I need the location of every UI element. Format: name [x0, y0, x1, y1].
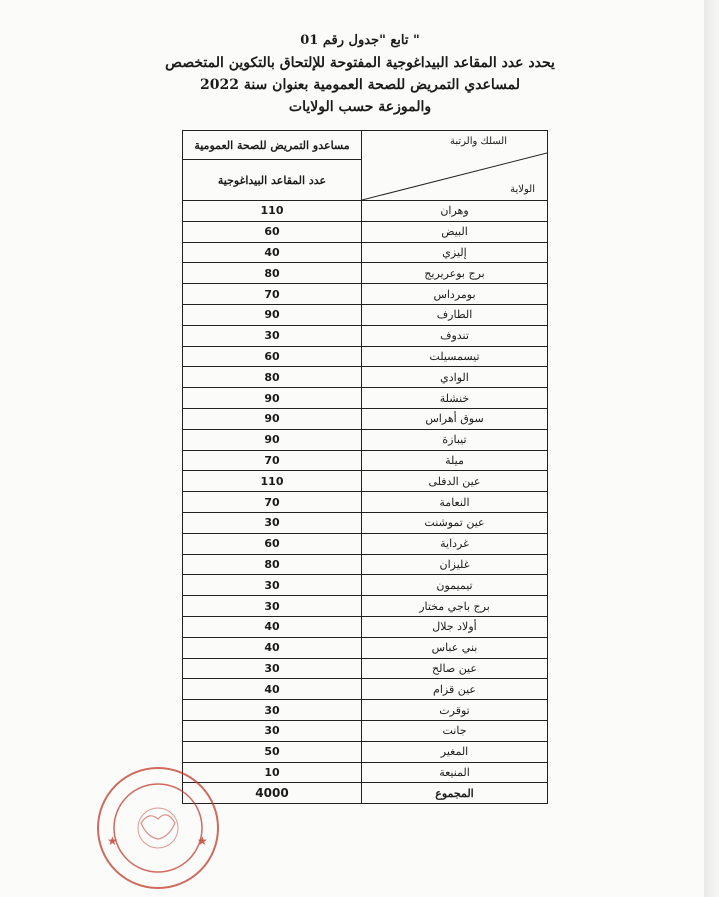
seats-cell: 40 [183, 242, 362, 263]
table-row [183, 637, 548, 658]
wilaya-cell: المغير [362, 741, 548, 762]
wilaya-cell: تندوف [362, 325, 548, 346]
table-row [183, 450, 548, 471]
table-row [183, 616, 548, 637]
wilaya-cell: عين الدفلى [362, 471, 548, 492]
table-row [183, 201, 548, 222]
wilaya-cell: المنيعة [362, 762, 548, 783]
wilaya-cell: الوادي [362, 367, 548, 388]
wilaya-cell: برج باجي مختار [362, 596, 548, 617]
svg-text:★: ★ [197, 834, 208, 848]
seats-cell: 40 [183, 679, 362, 700]
wilaya-cell: البيض [362, 221, 548, 242]
seats-cell: 80 [183, 554, 362, 575]
title-line-2: لمساعدي التمريض للصحة العمومية بعنوان سنة 2022 [199, 77, 521, 93]
table-row [183, 658, 548, 679]
total-label: المجموع [362, 783, 548, 804]
seats-cell: 30 [183, 700, 362, 721]
table-row [183, 741, 548, 762]
wilaya-cell: بومرداس [362, 284, 548, 305]
page-edge [704, 0, 719, 897]
table-row [183, 554, 548, 575]
table-row [183, 700, 548, 721]
table-row [183, 221, 548, 242]
wilaya-cell: النعامة [362, 492, 548, 513]
subheader-seats: عدد المقاعد البيداغوجية [183, 160, 362, 201]
wilaya-cell: جانت [362, 720, 548, 741]
table-row [183, 533, 548, 554]
seats-cell: 70 [183, 284, 362, 305]
wilaya-cell: إليزي [362, 242, 548, 263]
seats-cell: 30 [183, 658, 362, 679]
wilaya-cell: غرداية [362, 533, 548, 554]
title-line-3: والموزعة حسب الولايات [288, 99, 432, 115]
table-row [183, 575, 548, 596]
seats-cell: 10 [183, 762, 362, 783]
seats-cell: 60 [183, 533, 362, 554]
wilaya-cell: الطارف [362, 304, 548, 325]
seats-cell: 30 [183, 596, 362, 617]
table-row [183, 429, 548, 450]
seats-cell: 30 [183, 325, 362, 346]
wilaya-cell: توقرت [362, 700, 548, 721]
seats-cell: 110 [183, 201, 362, 222]
seats-cell: 90 [183, 304, 362, 325]
table-row [183, 762, 548, 783]
wilaya-cell: تيبازة [362, 429, 548, 450]
table-row [183, 284, 548, 305]
title-line-1: يحدد عدد المقاعد البيداغوجية المفتوحة للإلتحاق بالتكوين المتخصص [165, 55, 555, 71]
wilaya-cell: برج بوعريريج [362, 263, 548, 284]
table-row [183, 408, 548, 429]
table-row [183, 720, 548, 741]
seats-cell: 30 [183, 720, 362, 741]
header-category: مساعدو التمريض للصحة العمومية [183, 131, 362, 160]
seats-cell: 110 [183, 471, 362, 492]
official-stamp [93, 763, 223, 893]
wilaya-cell: عين تموشنت [362, 512, 548, 533]
seats-cell: 90 [183, 408, 362, 429]
wilaya-cell: سوق أهراس [362, 408, 548, 429]
seats-cell: 80 [183, 263, 362, 284]
seats-cell: 30 [183, 512, 362, 533]
table-row [183, 367, 548, 388]
wilaya-cell: خنشلة [362, 388, 548, 409]
seats-cell: 90 [183, 429, 362, 450]
table-row [183, 471, 548, 492]
wilaya-cell: تيميمون [362, 575, 548, 596]
corner-label-rank: السلك والرتبة [450, 136, 507, 147]
table-reference: " تابع "جدول رقم 01 [300, 33, 420, 48]
table-row [183, 346, 548, 367]
table-row [183, 679, 548, 700]
table-row [183, 596, 548, 617]
wilaya-cell: وهران [362, 201, 548, 222]
seats-cell: 90 [183, 388, 362, 409]
table-row [183, 492, 548, 513]
seats-cell: 50 [183, 741, 362, 762]
wilaya-cell: تيسمسيلت [362, 346, 548, 367]
total-value: 4000 [183, 783, 362, 804]
seats-cell: 30 [183, 575, 362, 596]
seats-cell: 70 [183, 492, 362, 513]
seats-cell: 70 [183, 450, 362, 471]
svg-text:★: ★ [107, 834, 118, 848]
seats-cell: 60 [183, 221, 362, 242]
table-header-row [183, 131, 548, 160]
seats-table [182, 130, 548, 804]
document-title-block [150, 30, 570, 118]
seats-cell: 40 [183, 616, 362, 637]
table-row [183, 304, 548, 325]
wilaya-cell: بني عباس [362, 637, 548, 658]
table-row [183, 388, 548, 409]
seats-cell: 80 [183, 367, 362, 388]
corner-diagonal-cell [362, 131, 548, 201]
wilaya-cell: غليزان [362, 554, 548, 575]
wilaya-cell: ميلة [362, 450, 548, 471]
table-row [183, 512, 548, 533]
table-row [183, 263, 548, 284]
total-row [183, 783, 548, 804]
wilaya-cell: عين صالح [362, 658, 548, 679]
corner-label-wilaya: الولاية [510, 184, 535, 195]
wilaya-cell: عين قزام [362, 679, 548, 700]
seats-cell: 40 [183, 637, 362, 658]
table-row [183, 242, 548, 263]
table-row [183, 325, 548, 346]
wilaya-cell: أولاد جلال [362, 616, 548, 637]
seats-cell: 60 [183, 346, 362, 367]
